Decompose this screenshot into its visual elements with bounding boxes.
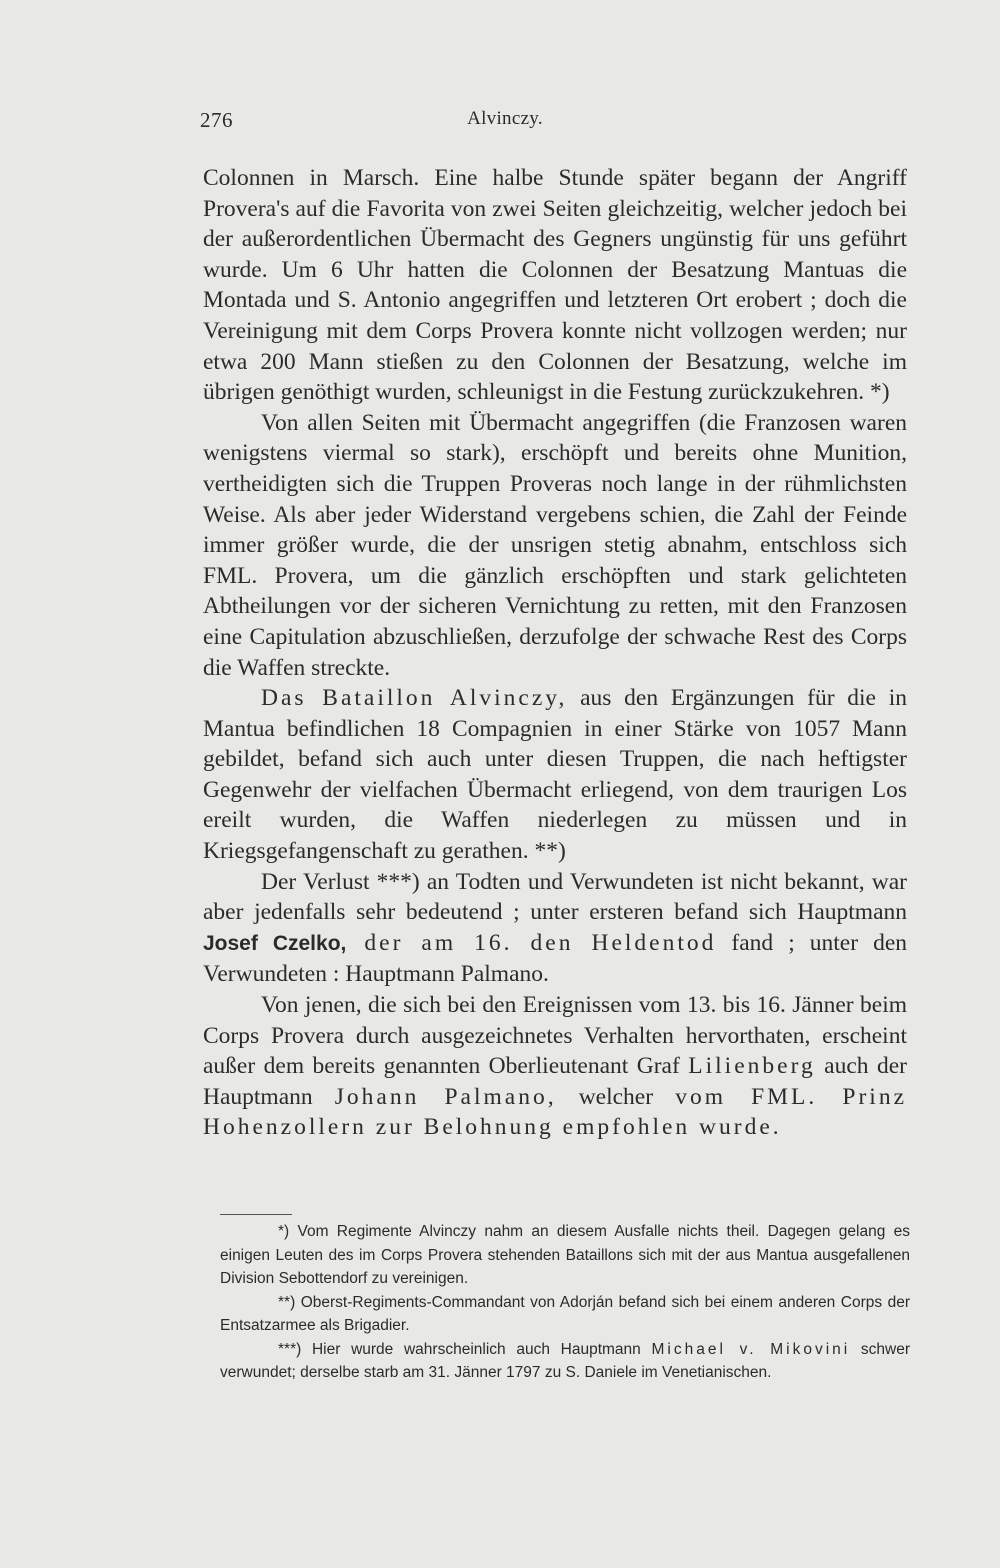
page-header (200, 108, 900, 138)
paragraph-5 (203, 990, 907, 1143)
paragraph-5-spaced-text: vom FML. Prinz Hohenzollern zur Belohnung empfohlen wurde. (203, 1083, 907, 1141)
officer-name-czelko: Josef Czelko, (203, 931, 347, 955)
name-lilienberg: Lilienberg (688, 1053, 816, 1080)
paragraph-5-text-start: Von jenen, die sich bei den Ereignissen vom 13. bis 16. Jänner beim Corps Provera durch ausgezeichnetes Verhalten hervorthaten, erscheint außer dem bereits genannten Oberlieutenant Graf (203, 992, 907, 1080)
paragraph-2: Von allen Seiten mit Übermacht angegriffen (die Franzosen waren wenigstens viermal so stark), erschöpft und bereits ohne Munition, vertheidigten sich die Truppen Proveras noch lange in der rühmlichsten Weise. Als aber jeder Widerstand vergebens schien, die Zahl der Feinde immer größer wurde, die der unsrigen stetig abnahm, entschloss sich FML. Provera, um die gänzlich erschöpften und stark gelichteten Abtheilungen vor der sicheren Vernichtung zu retten, mit den Franzosen eine Capitulation abzuschließen, derzufolge der schwache Rest des Corps die Waffen streckte. (203, 409, 907, 681)
paragraph-4-text-end: fand ; unter den Verwundeten : Hauptmann Palmano. (203, 929, 907, 988)
paragraph-5-text-mid2: welcher (556, 1083, 676, 1110)
paragraph-4-text-start: Der Verlust ***) an Todten und Verwundeten ist nicht bekannt, war aber jedenfalls sehr bedeutend ; unter ersteren befand sich Hauptmann (203, 868, 907, 926)
battalion-name: Das Bataillon Alvinczy, (261, 685, 568, 712)
footnote-3 (220, 1338, 910, 1385)
running-title: Alvinczy. (467, 108, 543, 129)
name-palmano: Johann Palmano, (334, 1083, 557, 1110)
paragraph-4-spaced-text: der am 16. den Heldentod (346, 929, 717, 956)
name-mikovini: Michael v. Mikovini (651, 1340, 851, 1358)
body-text (203, 163, 907, 1143)
footnote-1: *) Vom Regimente Alvinczy nahm an diesem Ausfalle nichts theil. Dagegen gelang es einigen Leuten des im Corps Provera stehenden Bataillons sich mit der aus Mantua ausgefallenen Division Sebottendorf zu vereinigen. (220, 1223, 910, 1287)
paragraph-5-text-mid: auch der Hauptmann (203, 1053, 908, 1110)
paragraph-1: Colonnen in Marsch. Eine halbe Stunde später begann der Angriff Provera's auf die Favorita von zwei Seiten gleichzeitig, welcher jedoch bei der außerordentlichen Übermacht des Gegners ungünstig für uns geführt wurde. Um 6 Uhr hatten die Colonnen der Besatzung Mantuas die Montada und S. Antonio angegriffen und letzteren Ort erobert ; doch die Vereinigung mit dem Corps Provera konnte nicht vollzogen werden; nur etwa 200 Mann stießen zu den Colonnen der Besatzung, welche im übrigen genöthigt wurden, schleunigst in die Festung zurückzukehren. *) (203, 165, 907, 406)
footnotes (220, 1220, 910, 1385)
footnote-3-text-start: ***) Hier wurde wahrscheinlich auch Hauptmann (278, 1340, 652, 1358)
footnote-divider (220, 1214, 292, 1215)
paragraph-3 (203, 683, 907, 867)
page-number: 276 (200, 108, 233, 132)
paragraph-4 (203, 867, 907, 990)
footnote-3-text-end: schwer verwundet; derselbe starb am 31. Jänner 1797 zu S. Daniele im Venetianischen. (220, 1340, 910, 1381)
footnote-2: **) Oberst-Regiments-Commandant von Adorján befand sich bei einem anderen Corps der Entsatzarmee als Brigadier. (220, 1293, 910, 1334)
paragraph-3-text: aus den Ergänzungen für die in Mantua befindlichen 18 Compagnien in einer Stärke von 1057 Mann gebildet, befand sich auch unter diesen Truppen, die nach heftigster Gegenwehr der vielfachen Übermacht erliegend, von dem traurigen Los ereilt wurden, die Waffen niederlegen zu müssen und in Kriegsgefangenschaft zu gerathen. **) (203, 685, 907, 865)
